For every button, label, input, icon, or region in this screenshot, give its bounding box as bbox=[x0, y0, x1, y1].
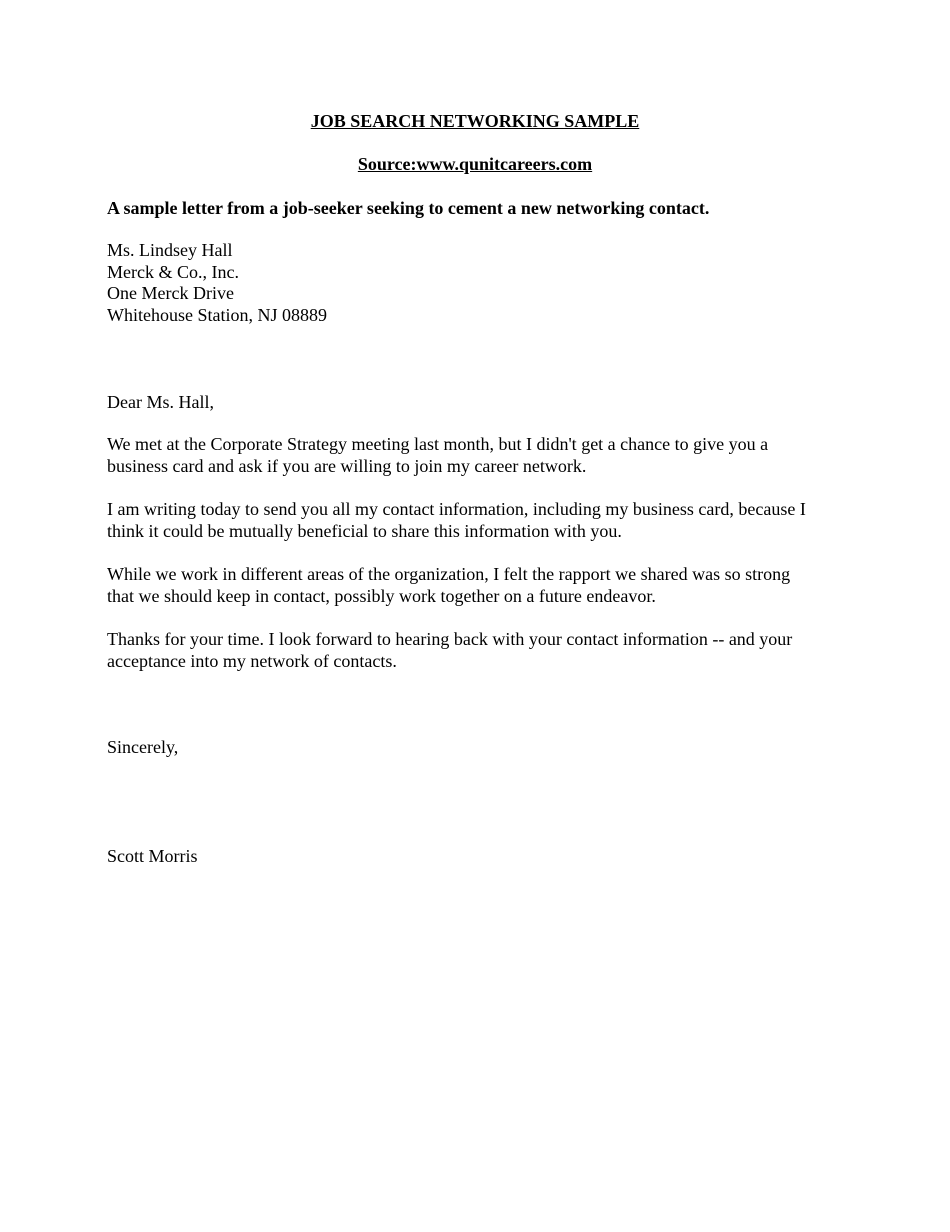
recipient-company: Merck & Co., Inc. bbox=[107, 261, 239, 282]
recipient-address bbox=[107, 240, 327, 327]
paragraph-4 bbox=[107, 629, 792, 672]
recipient-name: Ms. Lindsey Hall bbox=[107, 240, 233, 260]
paragraph-line: think it could be mutually beneficial to share this information with you. bbox=[107, 520, 622, 541]
paragraph-line: I am writing today to send you all my contact information, including my business card, because I bbox=[107, 499, 806, 519]
paragraph-line: We met at the Corporate Strategy meeting last month, but I didn't get a chance to give you a bbox=[107, 434, 769, 454]
recipient-street: One Merck Drive bbox=[107, 283, 234, 304]
recipient-city-state-zip: Whitehouse Station, NJ 08889 bbox=[107, 305, 327, 326]
paragraph-line: that we should keep in contact, possibly work together on a future endeavor. bbox=[107, 585, 656, 606]
source-link: Source:www.qunitcareers.com bbox=[357, 154, 593, 174]
paragraph-2 bbox=[107, 499, 806, 542]
document-title: JOB SEARCH NETWORKING SAMPLE bbox=[310, 111, 640, 131]
paragraph-3 bbox=[107, 564, 790, 607]
salutation: Dear Ms. Hall, bbox=[107, 392, 214, 412]
paragraph-line: Thanks for your time. I look forward to hearing back with your contact information -- and your bbox=[107, 629, 793, 649]
closing: Sincerely, bbox=[107, 737, 179, 757]
paragraph-line: business card and ask if you are willing to join my career network. bbox=[107, 455, 587, 476]
signature-name: Scott Morris bbox=[107, 846, 198, 866]
paragraph-line: acceptance into my network of contacts. bbox=[107, 650, 397, 671]
paragraph-line: While we work in different areas of the organization, I felt the rapport we shared was so strong bbox=[107, 564, 791, 584]
paragraph-1 bbox=[107, 434, 768, 477]
document-subtitle: A sample letter from a job-seeker seeking to cement a new networking contact. bbox=[107, 198, 710, 218]
